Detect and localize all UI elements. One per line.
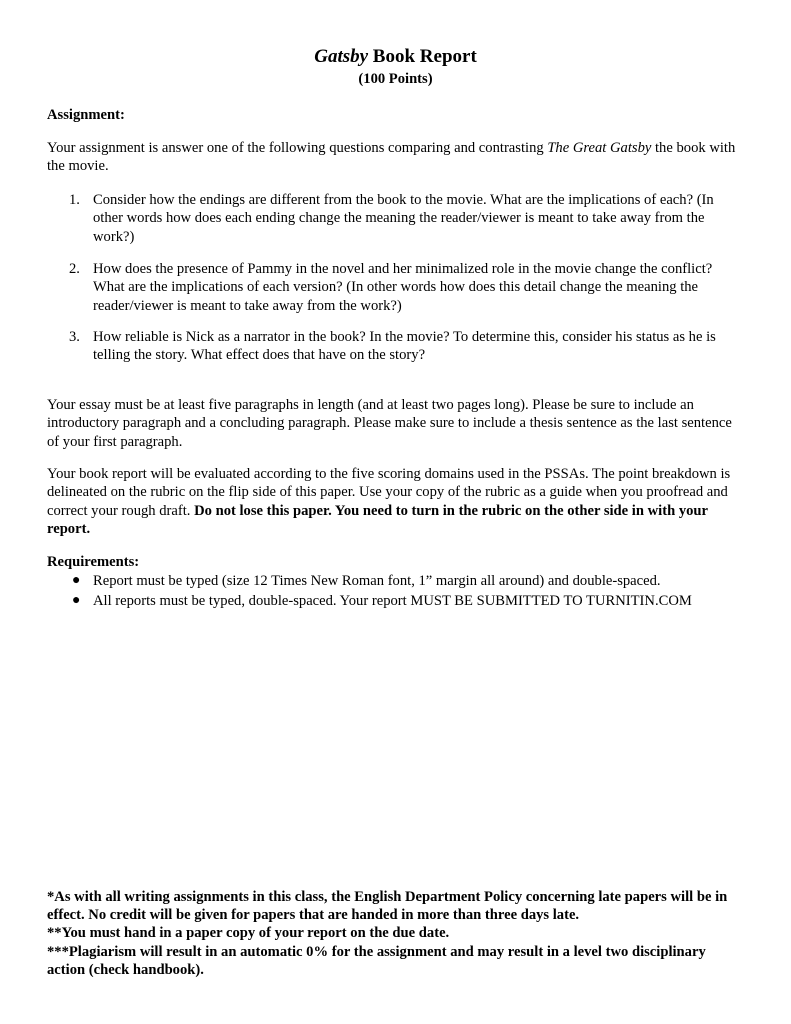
evaluation-warning: Do not lose this paper. You need to turn in the rubric on the other side in with your report.: [47, 502, 708, 538]
assignment-intro: [47, 139, 747, 176]
question-text: How reliable is Nick as a narrator in the book? In the movie? To determine this, consider his status as he is telling the story. What effect does that have on the story?: [93, 329, 716, 364]
bullet-icon: ●: [72, 593, 81, 608]
requirement-text: Report must be typed (size 12 Times New Roman font, 1” margin all around) and double-spaced.: [93, 573, 661, 589]
intro-text-after: the book with the movie.: [47, 140, 736, 175]
points-subtitle: (100 Points): [358, 71, 433, 87]
bullet-icon: ●: [72, 573, 81, 588]
title-italic: Gatsby: [314, 46, 369, 67]
book-title: The Great Gatsby: [547, 140, 652, 156]
question-text: How does the presence of Pammy in the novel and her minimalized role in the movie change the conflict? What are the implications of each version? (In other words how does this detail change the meaning the reader/viewer is meant to take away from the work?): [93, 261, 713, 314]
question-number: 2.: [69, 261, 80, 277]
paper-copy-note: **You must hand in a paper copy of your report on the due date.: [47, 925, 450, 942]
intro-text-before: Your assignment is answer one of the following questions comparing and contrasting: [47, 140, 548, 156]
policy-footer: [47, 888, 747, 979]
assignment-heading: Assignment:: [47, 107, 125, 123]
question-number: 1.: [69, 192, 80, 208]
late-policy-note: *As with all writing assignments in this class, the English Department Policy concerning late papers will be in effect. No credit will be given for papers that are handed in more than three days late.: [47, 889, 728, 924]
question-number: 3.: [69, 329, 80, 345]
question-text: Consider how the endings are different from the book to the movie. What are the implications of each? (In other words how does each ending change the meaning the reader/viewer is meant to take away from the work?): [93, 192, 714, 245]
evaluation-text: Your book report will be evaluated according to the five scoring domains used in the PSSAs. The point breakdown is delineated on the rubric on the flip side of this paper. Use your copy of the rubric as a guide when you proofread and correct your rough draft.: [47, 466, 731, 519]
title-rest: Book Report: [368, 46, 477, 67]
evaluation-paragraph: [47, 465, 747, 539]
page-title: [0, 46, 791, 68]
essay-length-paragraph: Your essay must be at least five paragraphs in length (and at least two pages long). Please be sure to include an introductory paragraph and a concluding paragraph. Please make sure to include a thesis sentence as the last sentence of your first paragraph.: [47, 397, 732, 450]
requirements-heading: Requirements:: [47, 554, 140, 570]
plagiarism-note: ***Plagiarism will result in an automatic 0% for the assignment and may result in a level two disciplinary action (check handbook).: [47, 943, 706, 978]
requirement-text: All reports must be typed, double-spaced. Your report MUST BE SUBMITTED TO TURNITIN.COM: [93, 593, 692, 609]
